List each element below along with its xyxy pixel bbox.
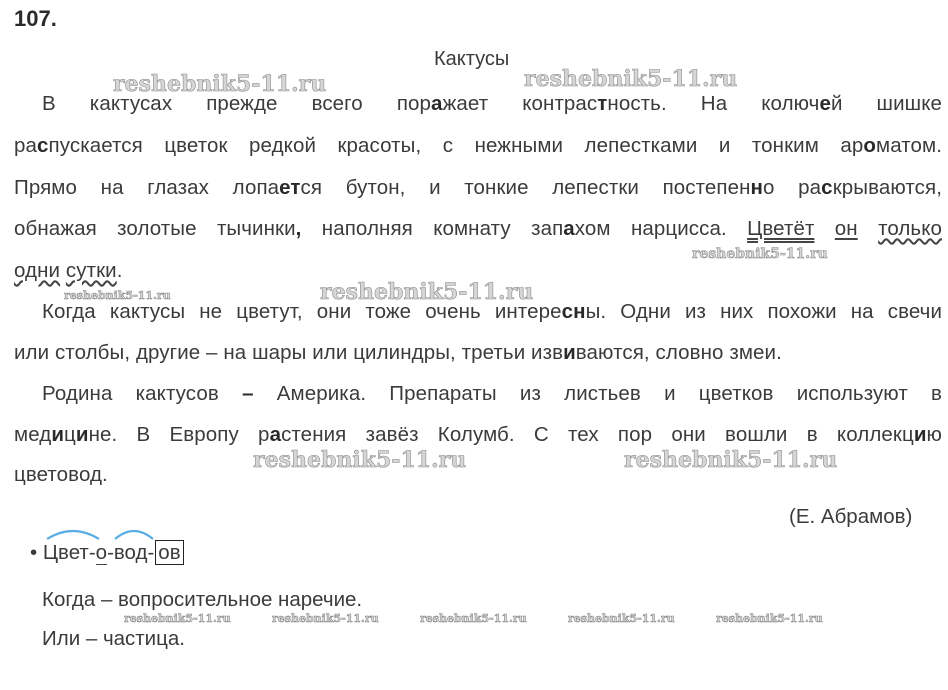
morpheme-ending: ов bbox=[155, 540, 183, 565]
root-arc-icon bbox=[112, 525, 156, 541]
subject-underline: он bbox=[834, 217, 858, 240]
watermark: reshebnik5-11.ru bbox=[692, 246, 828, 262]
watermark: reshebnik5-11.ru bbox=[272, 612, 379, 625]
watermark: reshebnik5-11.ru bbox=[124, 612, 231, 625]
author: (Е. Абрамов) bbox=[789, 505, 913, 528]
paragraph-1-line-4: обнажая золотые тычинки, наполняя комнату запахом нарцисса. Цветёт он только bbox=[14, 217, 943, 240]
text-title: Кактусы bbox=[434, 48, 510, 70]
paragraph-3-line-1: Родина кактусов – Америка. Препараты из листьев и цветков используют в bbox=[42, 382, 943, 405]
paragraph-1-line-2: распускается цветок редкой красоты, с нежными лепестками и тонким ароматом. bbox=[14, 134, 942, 157]
paragraph-3-line-2: медицине. В Европу растения завёз Колумб. С тех пор они вошли в коллекцию bbox=[14, 423, 942, 446]
morpheme-root-1: Цвет bbox=[43, 541, 89, 565]
watermark: reshebnik5-11.ru bbox=[320, 279, 534, 305]
paragraph-2-line-1: Когда кактусы не цветут, они тоже очень интересны. Одни из них похожи на свечи bbox=[42, 300, 942, 323]
exercise-number: 107. bbox=[14, 6, 57, 31]
predicate-underline: Цветёт bbox=[747, 217, 815, 240]
paragraph-1-line-3: Прямо на глазах лопается бутон, и тонкие лепестки постепенно раскрываются, bbox=[14, 176, 942, 199]
morpheme-analysis: • Цвет-о- вод- ов bbox=[30, 541, 184, 565]
watermark: reshebnik5-11.ru bbox=[568, 612, 675, 625]
watermark: reshebnik5-11.ru bbox=[253, 447, 467, 473]
note-1: Когда – вопросительное наречие. bbox=[42, 588, 363, 611]
watermark: reshebnik5-11.ru bbox=[716, 612, 823, 625]
watermark: reshebnik5-11.ru bbox=[624, 447, 838, 473]
watermark: reshebnik5-11.ru bbox=[64, 289, 171, 302]
watermark: reshebnik5-11.ru bbox=[524, 66, 738, 92]
morpheme-root-2: вод bbox=[114, 541, 148, 565]
adverbial-underline: только bbox=[878, 217, 943, 240]
bullet: • bbox=[30, 541, 38, 564]
watermark: reshebnik5-11.ru bbox=[420, 612, 527, 625]
morpheme-connector: о bbox=[95, 541, 108, 564]
paragraph-1-line-5: одни сутки. bbox=[14, 259, 123, 282]
note-2: Или – частица. bbox=[42, 627, 185, 650]
paragraph-1-line-1: В кактусах прежде всего поражает контрастность. На колючей шишке bbox=[42, 92, 942, 115]
watermark: reshebnik5-11.ru bbox=[113, 71, 327, 97]
root-arc-icon bbox=[44, 525, 102, 541]
paragraph-2-line-2: или столбы, другие – на шары или цилиндры, третьи извиваются, словно змеи. bbox=[14, 341, 782, 364]
paragraph-3-line-3: цветовод. bbox=[14, 463, 108, 486]
